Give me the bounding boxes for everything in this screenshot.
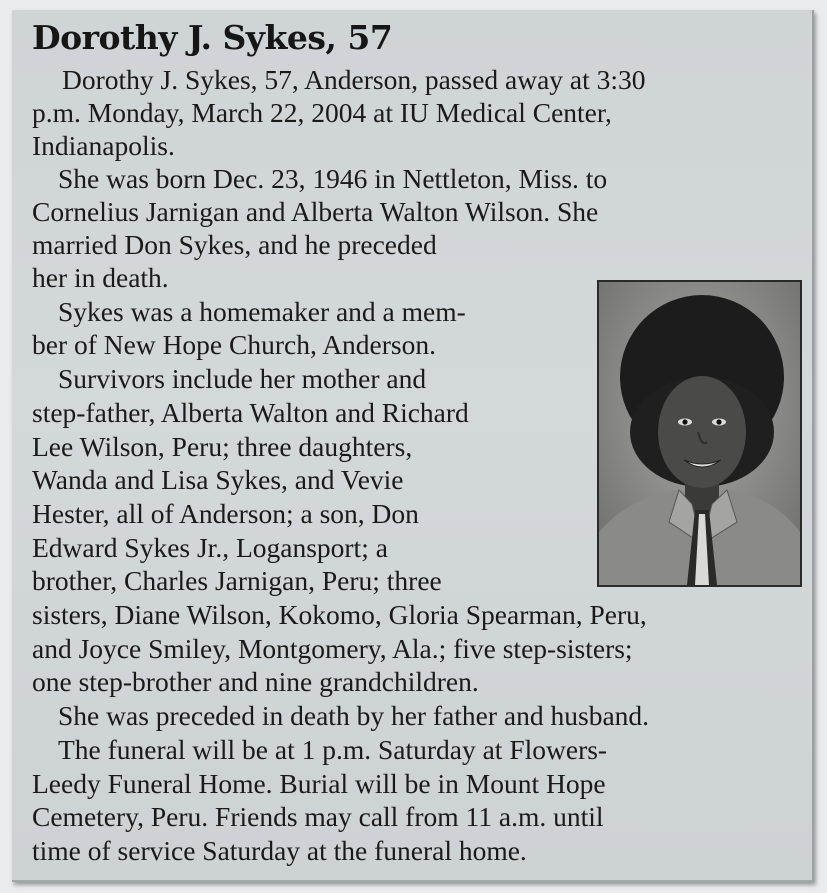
body-line: Wanda and Lisa Sykes, and Vevie (32, 464, 404, 495)
body-line: brother, Charles Jarnigan, Peru; three (32, 565, 442, 596)
body-line: Dorothy J. Sykes, 57, Anderson, passed away at 3:30 (62, 64, 646, 95)
body-line: Hester, all of Anderson; a son, Don (32, 498, 419, 529)
body-line: married Don Sykes, and he preceded (32, 229, 437, 260)
portrait-photo (597, 280, 802, 587)
body-line: Sykes was a homemaker and a mem- (58, 296, 466, 327)
body-line: Leedy Funeral Home. Burial will be in Mount Hope (32, 768, 606, 799)
body-line: Cemetery, Peru. Friends may call from 11 a.m. until (32, 801, 604, 832)
obituary-headline: Dorothy J. Sykes, 57 (32, 18, 393, 57)
body-line: Cornelius Jarnigan and Alberta Walton Wilson. She (32, 196, 599, 227)
body-line: She was preceded in death by her father and husband. (58, 700, 650, 731)
body-line: Edward Sykes Jr., Logansport; a (32, 532, 388, 563)
body-line: p.m. Monday, March 22, 2004 at IU Medical Center, (32, 97, 612, 128)
body-line: step-father, Alberta Walton and Richard (32, 397, 469, 428)
body-line: Indianapolis. (32, 130, 175, 161)
body-line: She was born Dec. 23, 1946 in Nettleton, Miss. to (58, 163, 608, 194)
body-line: time of service Saturday at the funeral home. (32, 835, 527, 866)
body-line: her in death. (32, 262, 169, 293)
body-line: and Joyce Smiley, Montgomery, Ala.; five step-sisters; (32, 633, 633, 664)
body-line: ber of New Hope Church, Anderson. (32, 329, 437, 360)
body-line: Survivors include her mother and (58, 363, 427, 394)
portrait-illustration (599, 282, 800, 585)
newspaper-clipping (12, 10, 814, 882)
body-line: The funeral will be at 1 p.m. Saturday at Flowers- (58, 734, 608, 765)
body-line: sisters, Diane Wilson, Kokomo, Gloria Spearman, Peru, (32, 599, 647, 630)
body-line: one step-brother and nine grandchildren. (32, 666, 479, 697)
body-line: Lee Wilson, Peru; three daughters, (32, 431, 413, 462)
